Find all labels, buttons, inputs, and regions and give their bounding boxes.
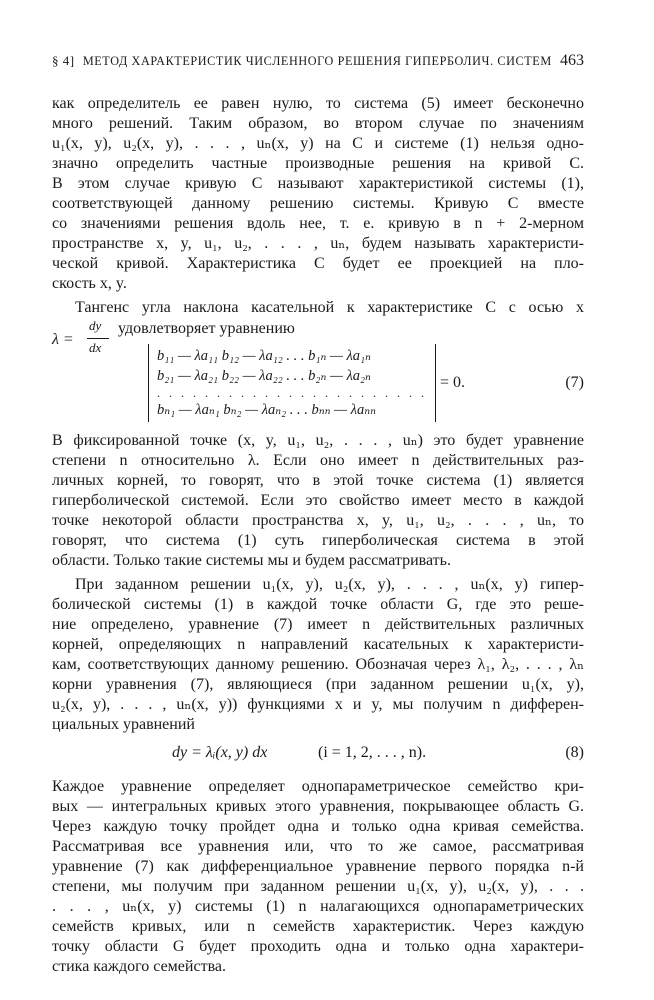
equation-8-condition: (i = 1, 2, . . . , n). — [318, 744, 427, 761]
text-line: Тангенс угла наклона касательной к характеристике C с осью x — [75, 299, 584, 316]
text-line: степени n относительно λ. Если оно имеет n действительных раз- — [52, 452, 584, 469]
text-line: кам, соответствующих данному решению. Обозначая через λ₁, λ₂, . . . , λₙ — [52, 656, 584, 673]
text-line: циальных уравнений — [52, 716, 195, 733]
lambda-lhs: λ = — [52, 331, 74, 348]
text-line: В фиксированной точке (x, y, u₁, u₂, . . . , uₙ) это будет уравнение — [52, 432, 584, 449]
text-line: u₂(x, y), . . . , uₙ(x, y)) функциями x и y, мы получим n дифферен- — [52, 696, 584, 713]
text-line: u₁(x, y), u₂(x, y), . . . , uₙ(x, y) на C и системе (1) нельзя одно- — [52, 135, 584, 152]
text-line: Каждое уравнение определяет однопараметрическое семейство кри- — [52, 778, 584, 795]
text-line: степени, мы получим при заданном решении u₁(x, y), u₂(x, y), . . . — [52, 878, 584, 895]
text-line: соответствующей данному решению системы. Кривую C вместе — [52, 195, 584, 212]
section-mark: § 4] — [52, 53, 75, 68]
determinant-rhs: = 0. — [440, 374, 466, 391]
text-line: как определитель ее равен нулю, то система (5) имеет бесконечно — [52, 95, 584, 112]
text-line: ческой кривой. Характеристика C будет ее проекцией на пло- — [52, 255, 584, 272]
text-line: удовлетворяет уравнению — [118, 320, 295, 337]
text-line: скость x, y. — [52, 275, 127, 292]
text-line: много решений. Таким образом, во втором случае по значениям — [52, 115, 584, 132]
text-line: точку области G будет проходить одна и только одна характери- — [52, 938, 584, 955]
text-line: семейств кривых, или n семейств характеристик. Через каждую — [52, 918, 584, 935]
text-line: стика каждого семейства. — [52, 958, 227, 975]
determinant — [148, 344, 436, 422]
determinant-row: b₂₁ — λa₂₁ b₂₂ — λa₂₂ . . . b₂ₙ — λa₂ₙ — [157, 368, 371, 384]
determinant-row: bₙ₁ — λaₙ₁ bₙ₂ — λaₙ₂ . . . bₙₙ — λaₙₙ — [157, 402, 376, 418]
text-line: Рассматривая все уравнения или, что то же самое, рассматривая — [52, 838, 584, 855]
fraction-numerator: dy — [89, 318, 102, 333]
header-title: МЕТОД ХАРАКТЕРИСТИК ЧИСЛЕННОГО РЕШЕНИЯ ГИПЕРБОЛИЧ. СИСТЕМ — [82, 54, 552, 68]
text-line: болической системы (1) в каждой точке области G, где это реше- — [52, 596, 584, 613]
text-line: корни уравнения (7), являющиеся (при заданном решении u₁(x, y), — [52, 676, 584, 693]
text-line: пространстве x, y, u₁, u₂, . . . , uₙ, будем называть характеристи- — [52, 235, 584, 252]
text-line: области. Только такие системы мы и будем рассматривать. — [52, 552, 451, 569]
text-line: уравнение (7) как дифференциальное уравнение первого порядка n-й — [52, 858, 584, 875]
determinant-dots: . . . . . . . . . . . . . . . . . . . . . . . — [157, 386, 427, 400]
text-line: говорят, что система (1) суть гиперболическая система в этой — [52, 532, 584, 549]
equation-8-formula: dy = λᵢ(x, y) dx — [172, 744, 268, 761]
equation-number: (7) — [565, 374, 584, 391]
text-line: При заданном решении u₁(x, y), u₂(x, y), . . . , uₙ(x, y) гипер- — [75, 576, 584, 593]
text-line: Через каждую точку пройдет одна и только одна кривая семейства. — [52, 818, 584, 835]
fraction-denominator: dx — [89, 340, 102, 355]
text-line: личных корней, то говорят, что в этой точке система (1) является — [52, 472, 584, 489]
determinant-row: b₁₁ — λa₁₁ b₁₂ — λa₁₂ . . . b₁ₙ — λa₁ₙ — [157, 348, 371, 364]
text-line: гиперболической системой. Если это свойство имеет место в каждой — [52, 492, 584, 509]
text-line: значно определить частные производные решения на кривой C. — [52, 155, 584, 172]
text-line: В этом случае кривую C называют характеристикой системы (1), — [52, 175, 584, 192]
text-line: корней, определяющих n направлений касательных к характеристи- — [52, 636, 584, 653]
fraction-bar — [87, 338, 109, 339]
text-line: . . . , uₙ(x, y) системы (1) n налагающихся однопараметрических — [52, 898, 584, 915]
equation-number: (8) — [565, 744, 584, 761]
page-number: 463 — [560, 52, 584, 69]
text-line: со значениями решения вдоль нее, т. е. кривую в n + 2-мерном — [52, 215, 584, 232]
text-line: ние определено, уравнение (7) имеет n действительных различных — [52, 616, 584, 633]
text-line: вых — интегральных кривых этого уравнения, покрывающее область G. — [52, 798, 584, 815]
text-line: точке некоторой области пространства x, y, u₁, u₂, . . . , uₙ, то — [52, 512, 584, 529]
running-header — [52, 52, 584, 74]
